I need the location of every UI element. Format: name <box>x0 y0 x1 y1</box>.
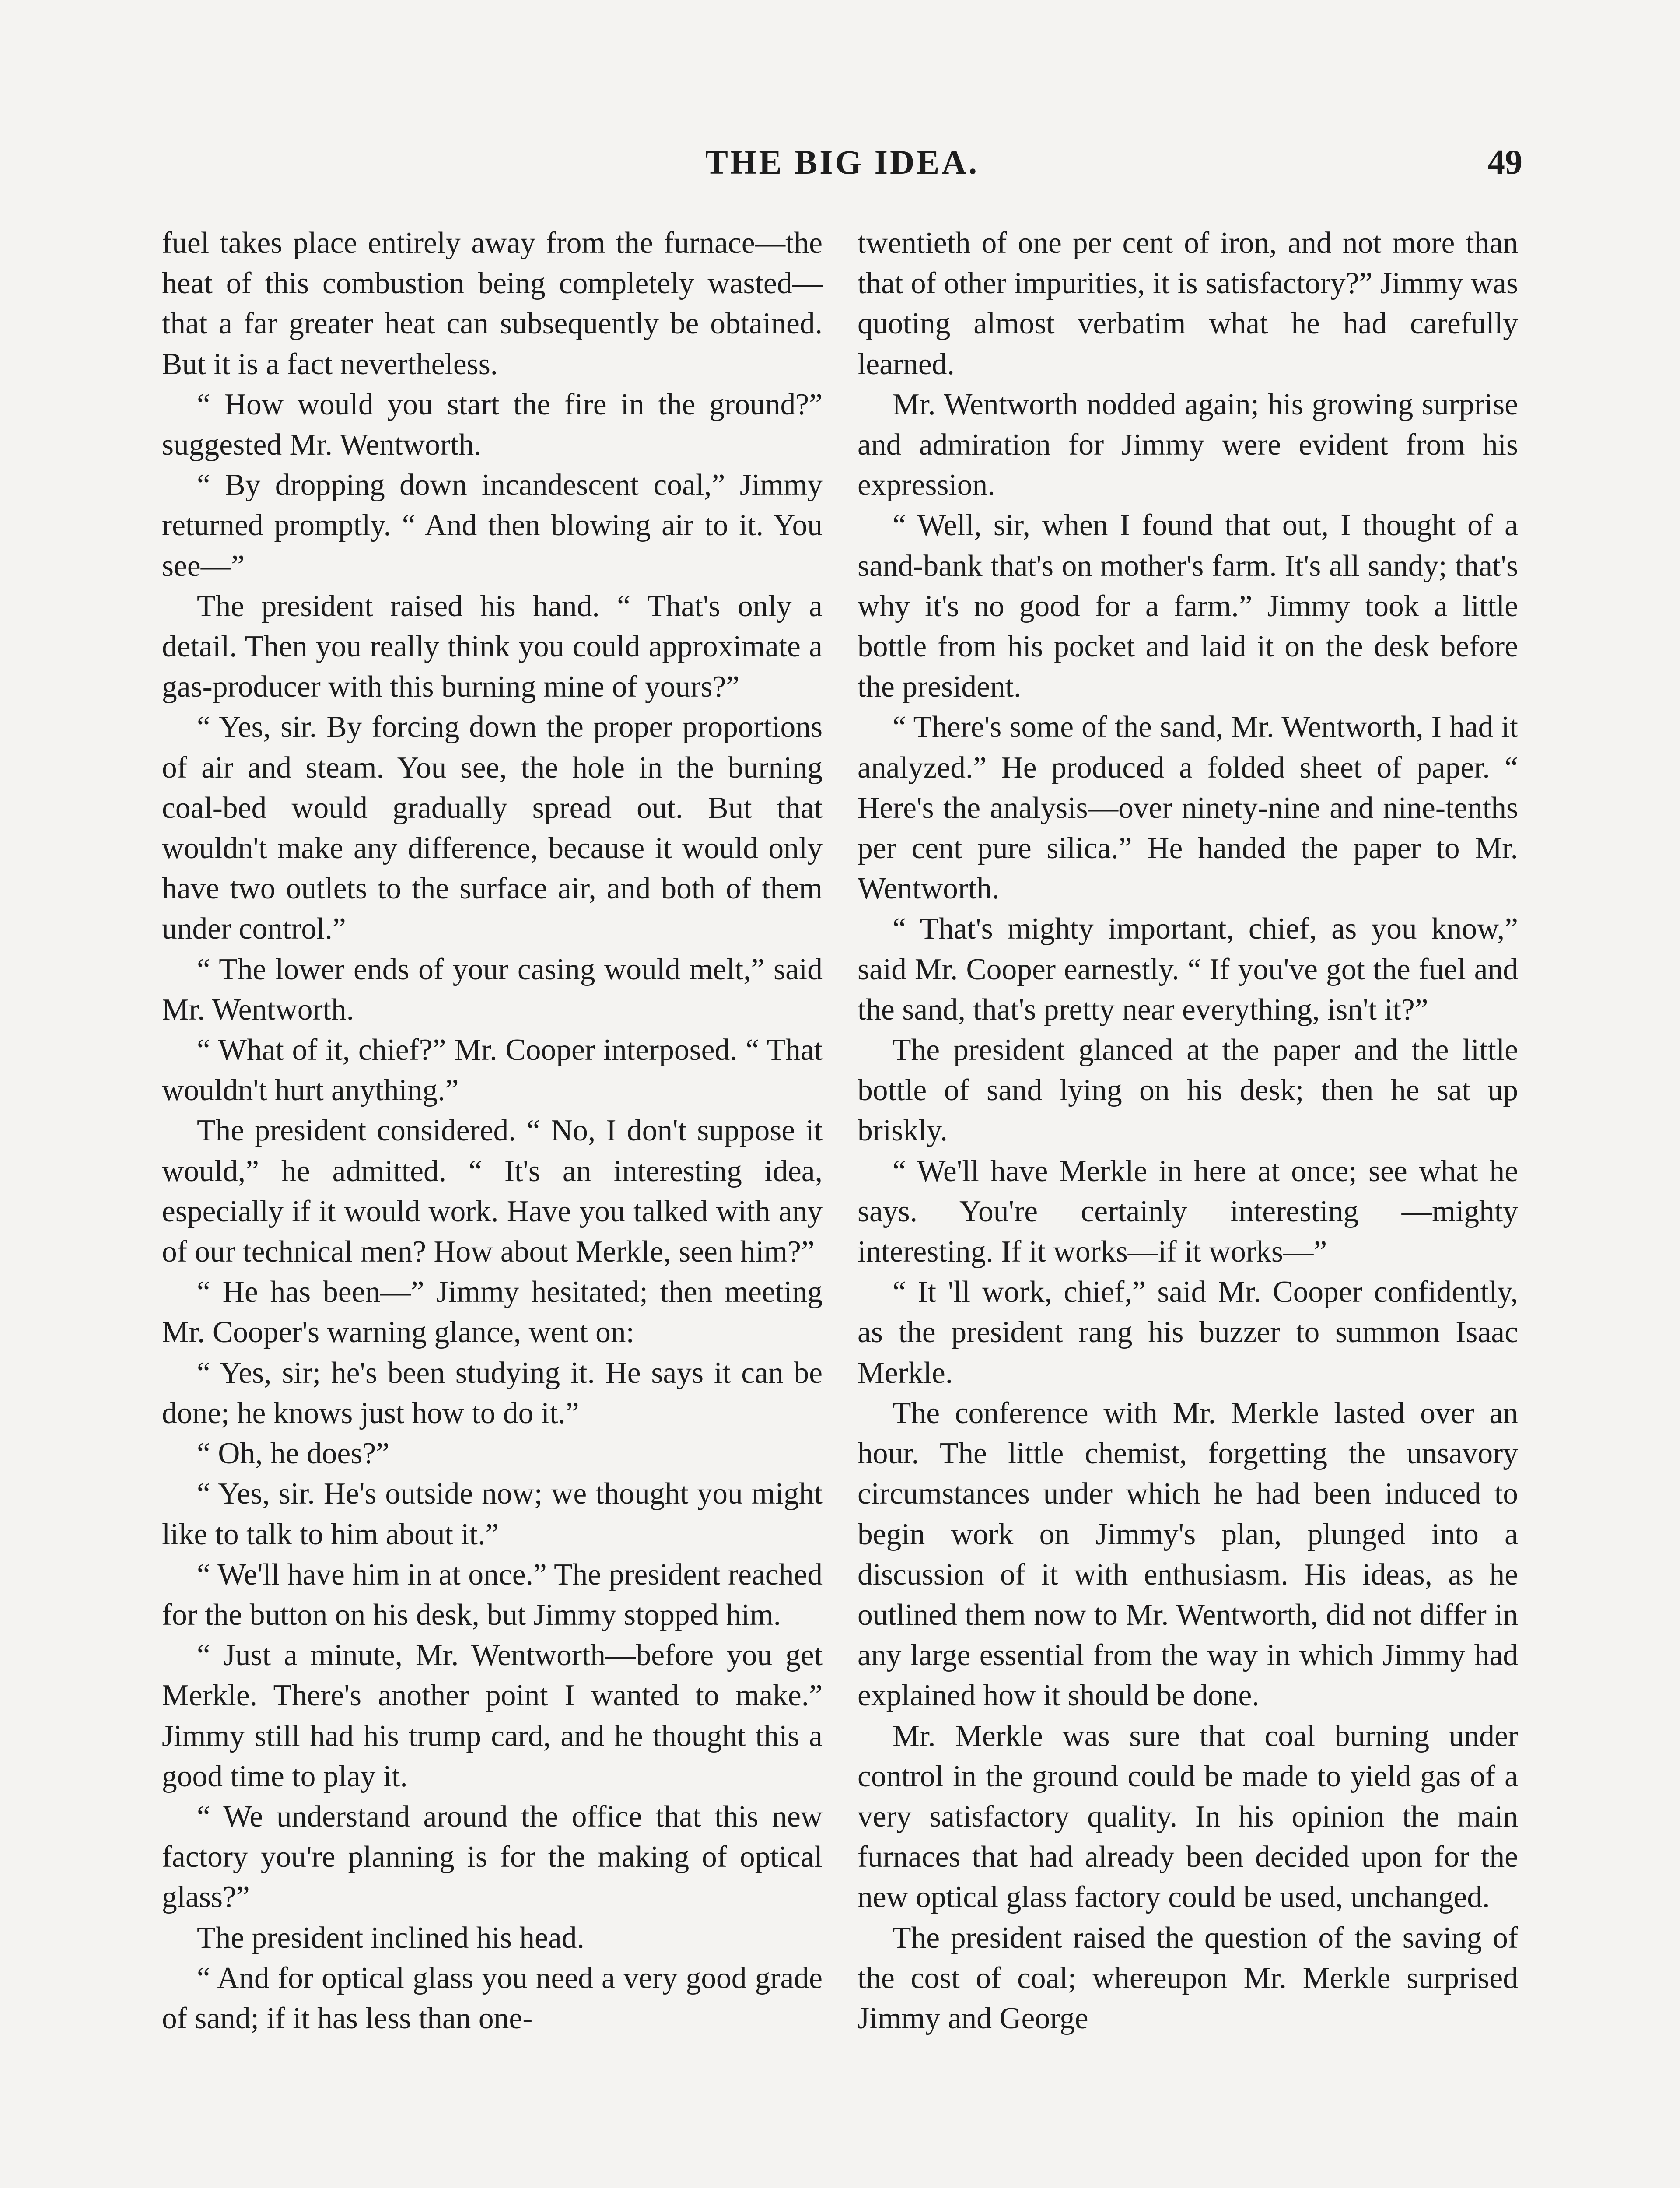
page-number: 49 <box>1488 143 1522 182</box>
paragraph: Mr. Wentworth nodded again; his growing surprise and admiration for Jimmy were evident from his expression. <box>858 387 1518 502</box>
paragraph: The president raised his hand. “ That's only a detail. Then you really think you could approximate a gas-producer with this burning mine of yours?” <box>162 589 822 704</box>
paragraph: “ We'll have Merkle in here at once; see what he says. You're certainly interesting —mighty interesting. If it works—if it works—” <box>858 1154 1518 1269</box>
paragraph: “ Well, sir, when I found that out, I thought of a sand-bank that's on mother's farm. It's all sandy; that's why it's no good for a farm.” Jimmy took a little bottle from his pocket and laid it on the desk before the president. <box>858 508 1518 704</box>
paragraph: “ Yes, sir. By forcing down the proper proportions of air and steam. You see, the hole in the burning coal-bed would gradually spread out. But that wouldn't make any difference, because it would only have two outlets to the surface air, and both of them under control.” <box>162 710 822 946</box>
paragraph: “ We'll have him in at once.” The president reached for the button on his desk, but Jimmy stopped him. <box>162 1557 822 1632</box>
paragraph: “ Oh, he does?” <box>197 1437 389 1471</box>
paragraph: “ It 'll work, chief,” said Mr. Cooper confidently, as the president rang his buzzer to summon Isaac Merkle. <box>858 1275 1518 1390</box>
paragraph: “ He has been—” Jimmy hesitated; then meeting Mr. Cooper's warning glance, went on: <box>162 1275 822 1350</box>
paragraph: “ We understand around the office that this new factory you're planning is for the making of optical glass?” <box>162 1799 822 1914</box>
running-title: THE BIG IDEA. <box>705 143 980 181</box>
paragraph: “ And for optical glass you need a very good grade of sand; if it has less than one- <box>162 1961 822 2035</box>
paragraph: “ Yes, sir. He's outside now; we thought you might like to talk to him about it.” <box>162 1477 822 1551</box>
right-column <box>858 223 1518 2188</box>
paragraph: The president raised the question of the saving of the cost of coal; whereupon Mr. Merkle surprised Jimmy and George <box>858 1921 1518 2035</box>
paragraph: “ The lower ends of your casing would melt,” said Mr. Wentworth. <box>162 952 822 1027</box>
paragraph: “ That's mighty important, chief, as you know,” said Mr. Cooper earnestly. “ If you've got the fuel and the sand, that's pretty near everything, isn't it?” <box>858 912 1518 1027</box>
paragraph: “ Just a minute, Mr. Wentworth—before you get Merkle. There's another point I wanted to make.” Jimmy still had his trump card, and he thought this a good time to play it. <box>162 1638 822 1793</box>
paragraph: “ What of it, chief?” Mr. Cooper interposed. “ That wouldn't hurt anything.” <box>162 1033 822 1108</box>
left-column <box>162 223 822 2188</box>
paragraph: “ How would you start the fire in the ground?” suggested Mr. Wentworth. <box>162 387 822 462</box>
paragraph: “ By dropping down incandescent coal,” Jimmy returned promptly. “ And then blowing air to it. You see—” <box>162 468 822 583</box>
paragraph: The president glanced at the paper and the little bottle of sand lying on his desk; then he sat up briskly. <box>858 1033 1518 1148</box>
paragraph: “ Yes, sir; he's been studying it. He says it can be done; he knows just how to do it.” <box>162 1356 822 1430</box>
paragraph: “ There's some of the sand, Mr. Wentworth, I had it analyzed.” He produced a folded sheet of paper. “ Here's the analysis—over ninety-nine and nine-tenths per cent pure silica.” He handed the paper to Mr. Wentworth. <box>858 710 1518 906</box>
paragraph: The president inclined his head. <box>197 1921 584 1955</box>
paragraph: fuel takes place entirely away from the furnace—the heat of this combustion being completely wasted—that a far greater heat can subsequently be obtained. But it is a fact nevertheless. <box>162 226 822 381</box>
paragraph: Mr. Merkle was sure that coal burning under control in the ground could be made to yield gas of a very satisfactory quality. In his opinion the main furnaces that had already been decided upon for the new optical glass factory could be used, unchanged. <box>858 1719 1518 1914</box>
paragraph: The conference with Mr. Merkle lasted over an hour. The little chemist, forgetting the unsavory circumstances under which he had been induced to begin work on Jimmy's plan, plunged into a discussion of it with enthusiasm. His ideas, as he outlined them now to Mr. Wentworth, did not differ in any large essential from the way in which Jimmy had explained how it should be done. <box>858 1396 1518 1713</box>
paragraph: The president considered. “ No, I don't suppose it would,” he admitted. “ It's an interesting idea, especially if it would work. Have you talked with any of our technical men? How about Merkle, seen him?” <box>162 1114 822 1269</box>
paragraph: twentieth of one per cent of iron, and not more than that of other impurities, it is satisfactory?” Jimmy was quoting almost verbatim what he had carefully learned. <box>858 226 1518 381</box>
page-header <box>162 143 1522 191</box>
